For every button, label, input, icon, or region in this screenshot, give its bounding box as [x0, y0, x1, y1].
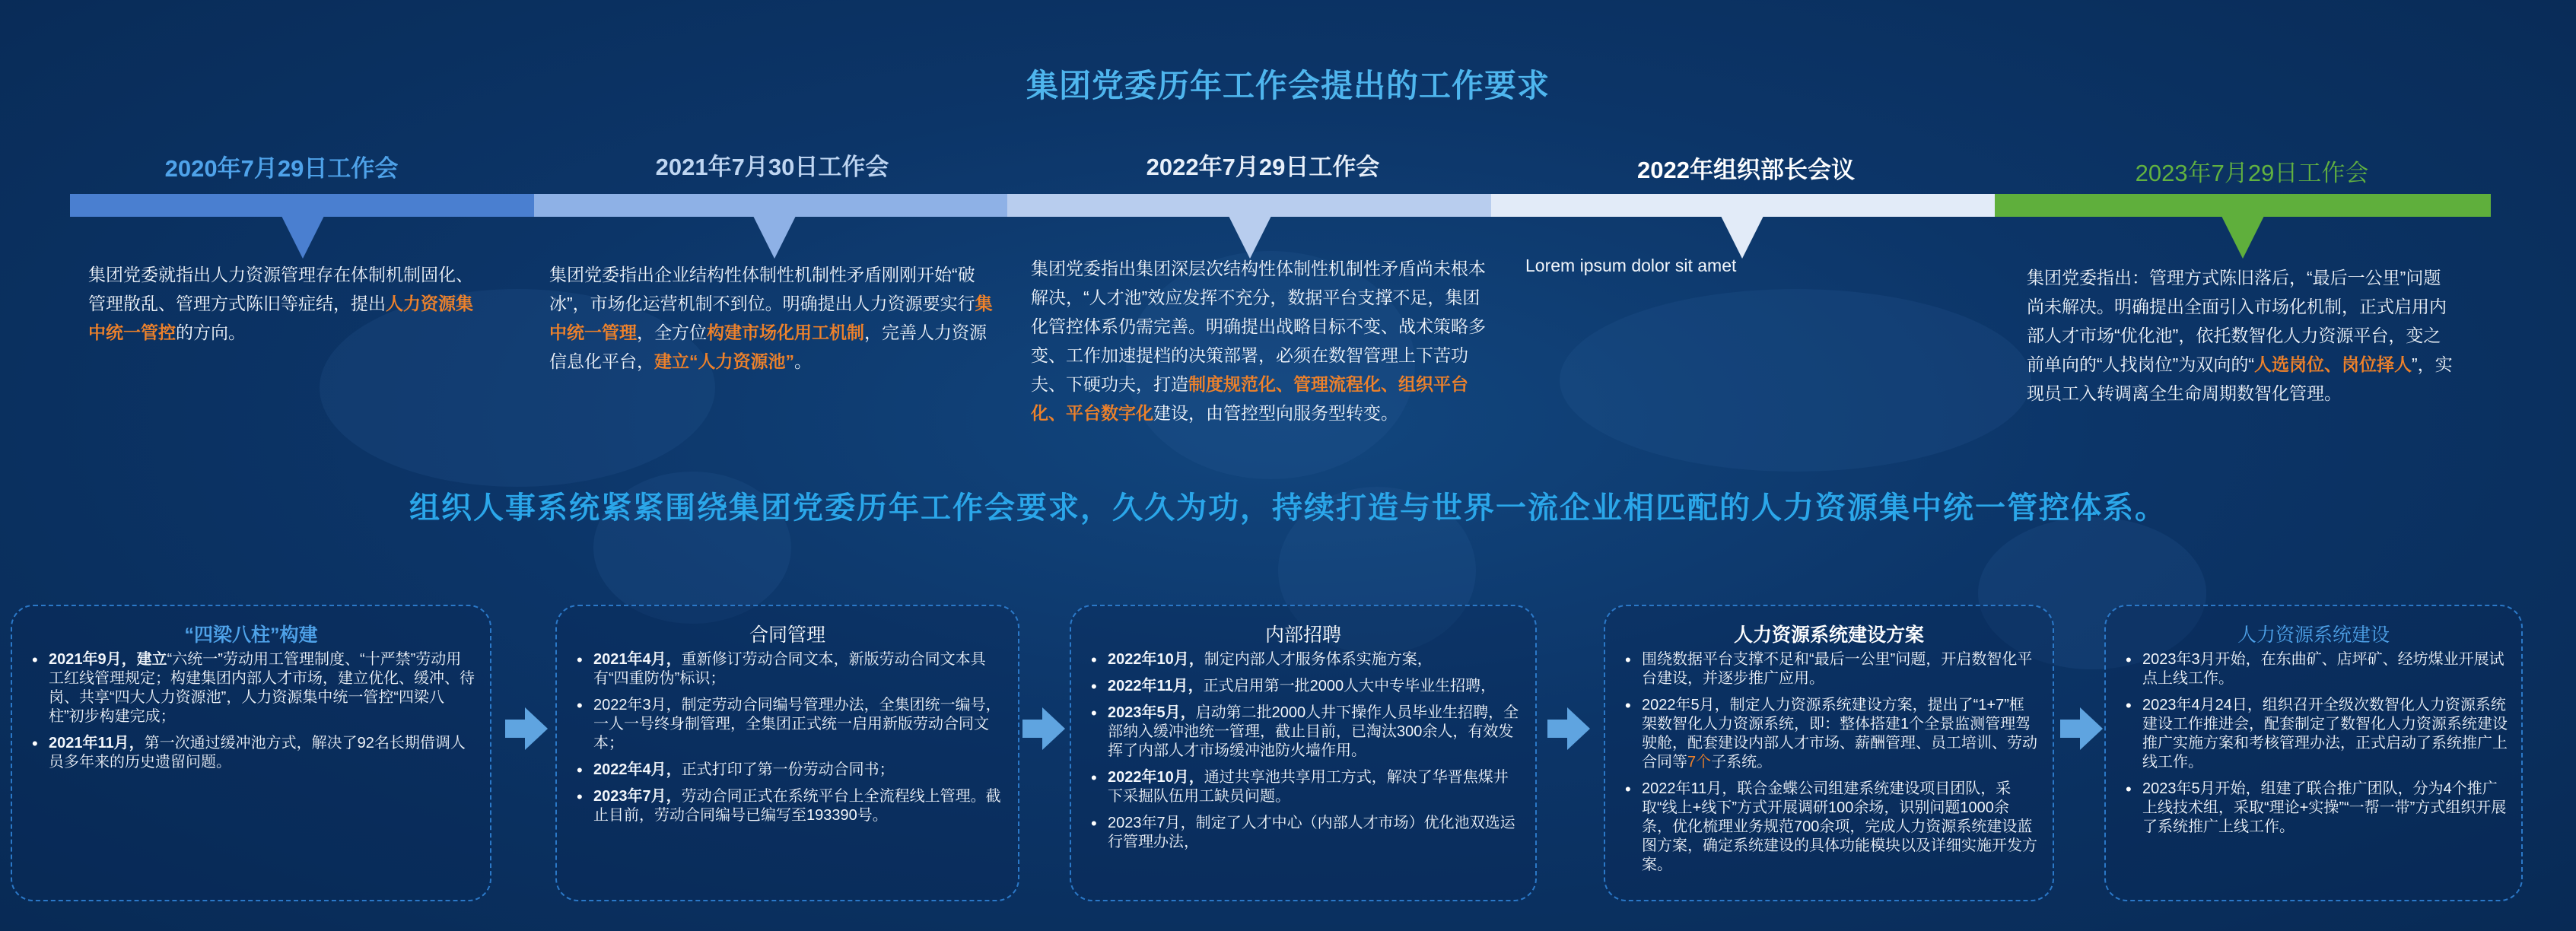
list-item-text: 2023年4月24日，组织召开全级次数智化人力资源系统建设工作推进会，配套制定了数智化人力资源系统建设推广实施方案和考核管理办法，正式启动了系统推广上线工作。 [2142, 697, 2508, 771]
milestone-text-2022-meeting [1525, 251, 1906, 280]
milestone-text-part: ，全方位 [637, 323, 707, 342]
list-item-text: 2022年3月，制定劳动合同编号管理办法，全集团统一编号，一人一号终身制管理，全集团正式统一启用新版劳动合同文本； [593, 697, 1001, 751]
list-item-text: 2022年5月，制定人力资源系统建设方案，提出了“1+7”框架数智化人力资源系统，即：整体搭建1个全景监测管理驾驶舱，配套建设内部人才市场、薪酬管理、员工培训、劳动合同等 [1642, 697, 2037, 771]
box-list [1624, 650, 2039, 882]
box-title: 人力资源系统建设方案 [1733, 624, 1924, 646]
highlight-text: 制度规范化、管理流程化、组织平台化、平台数字化 [1031, 374, 1468, 423]
list-item-text: 2022年10月， [1108, 769, 1204, 786]
list-item [1108, 814, 1522, 852]
list-item-text: 2023年7月， [593, 788, 682, 805]
timeline-pointer-2 [753, 216, 796, 259]
highlight-text: 集中统一管理 [549, 294, 993, 342]
list-item [1108, 768, 1522, 806]
box-hr-system-build [2104, 605, 2523, 901]
list-item-text: 2021年11月， [49, 735, 145, 751]
milestone-title-2020: 2020年7月29日工作会 [164, 155, 399, 182]
milestone-text-2020 [88, 260, 484, 347]
list-item [49, 734, 476, 772]
box-title: 人力资源系统建设 [2237, 624, 2390, 646]
list-item [1108, 650, 1522, 669]
highlight-text: 人力资源集中统一管控 [88, 294, 473, 342]
list-item-text: 第一次通过缓冲池方式，解决了92名长期借调人员多年来的历史遗留问题。 [49, 735, 466, 771]
milestone-title-2022-meeting: 2022年组织部长会议 [1637, 157, 1855, 183]
world-map-decoration [1560, 289, 2031, 472]
milestone-text-part: Lorem ipsum dolor sit amet [1525, 256, 1737, 275]
list-item [593, 696, 1004, 753]
box-hr-system-plan [1604, 605, 2054, 901]
list-item [593, 787, 1004, 825]
list-item-text: 2023年3月开始，在东曲矿、店坪矿、经坊煤业开展试点上线工作。 [2142, 651, 2504, 687]
list-item-text: 2021年9月，建立 [49, 651, 167, 668]
milestone-title-2023: 2023年7月29日工作会 [2135, 160, 2369, 186]
milestone-text-part: 。 [794, 351, 812, 371]
timeline-pointer-1 [281, 216, 324, 259]
list-item-text: 通过共享池共享用工方式，解决了华晋焦煤井下采掘队伍用工缺员问题。 [1108, 769, 1509, 805]
box-title: 内部招聘 [1264, 624, 1341, 646]
list-item-text: 7个 [1687, 754, 1712, 771]
slogan: 组织人事系统紧紧围绕集团党委历年工作会要求，久久为功，持续打造与世界一流企业相匹配的人力资源集中统一管控体系。 [409, 491, 2167, 525]
list-item-text: 重新修订劳动合同文本，新版劳动合同文本具有“四重防伪”标识； [593, 651, 986, 687]
list-item [1642, 780, 2039, 875]
milestone-text-2021 [549, 260, 994, 376]
milestone-text-part: ，完善人力资源信息化平台， [549, 323, 987, 371]
list-item-text: 正式打印了第一份劳动合同书； [681, 761, 895, 778]
box-list [575, 650, 1004, 833]
list-item [593, 650, 1004, 688]
timeline-segment-5 [1995, 194, 2491, 217]
box-list [1089, 650, 1522, 860]
list-item [2142, 780, 2508, 837]
milestone-text-part: 的方向。 [176, 323, 246, 342]
timeline-segment-1 [70, 194, 534, 217]
box-title: “四梁八柱”构建 [184, 624, 318, 646]
milestone-text-part: 集团党委指出企业结构性体制性机制性矛盾刚刚开始“破冰”，市场化运营机制不到位。明确提出人力资源要实行 [549, 265, 975, 313]
milestone-text-part: 建设，由管控型向服务型转变。 [1153, 403, 1398, 423]
list-item-text: 2022年10月， [1108, 651, 1204, 668]
milestone-text-2023 [2027, 263, 2453, 408]
list-item-text: 2023年5月开始，组建了联合推广团队，分为4个推广上线技术组，采取“理论+实操”“一帮一带”方式组织开展了系统推广上线工作。 [2142, 780, 2507, 835]
list-item-text: 2023年7月，制定了人才中心（内部人才市场）优化池双选运行管理办法， [1108, 815, 1515, 850]
list-item [2142, 650, 2508, 688]
list-item-text: 围绕数据平台支撑不足和“最后一公里”问题，开启数智化平台建设，并逐步推广应用。 [1642, 651, 2033, 687]
timeline-segment-3 [1007, 194, 1491, 217]
list-item-text: 启动第二批2000人井下操作人员毕业生招聘，全部纳入缓冲池统一管理，截止目前，已淘汰300余人，有效发挥了内部人才市场缓冲池防火墙作用。 [1108, 704, 1519, 759]
box-list [2124, 650, 2508, 844]
milestone-text-part: ”，实现员工入转调离全生命周期数智化管理。 [2027, 354, 2453, 403]
box-four-pillars [11, 605, 491, 901]
highlight-text: 人选岗位、岗位择人 [2253, 354, 2412, 374]
list-item [49, 650, 476, 726]
milestone-title-2022: 2022年7月29日工作会 [1146, 154, 1380, 180]
list-item-text: 2022年11月， [1108, 678, 1204, 694]
list-item-text: 子系统。 [1711, 754, 1773, 771]
list-item [1108, 704, 1522, 761]
list-item-text: 正式启用第一批2000人大中专毕业生招聘， [1203, 678, 1496, 694]
list-item [1108, 677, 1522, 696]
milestone-text-part: 集团党委指出集团深层次结构性体制性机制性矛盾尚未根本解决，“人才池”效应发挥不充分，数据平台支撑不足，集团化管控体系仍需完善。明确提出战略目标不变、战术策略多变、工作加速提档的决策部署，必须在数智管理上下苦功夫、下硬功夫，打造 [1031, 259, 1486, 394]
list-item [593, 761, 1004, 780]
box-title: 合同管理 [749, 624, 825, 646]
milestone-text-2022 [1031, 254, 1491, 427]
box-contract-management [555, 605, 1019, 901]
highlight-text: 构建市场化用工机制 [707, 323, 864, 342]
timeline-pointer-5 [2221, 216, 2264, 259]
timeline-segment-2 [534, 194, 1007, 217]
list-item [1642, 650, 2039, 688]
list-item-text: 2023年5月， [1108, 704, 1196, 721]
list-item-text: 劳动合同正式在系统平台上全流程线上管理。截止目前，劳动合同编号已编写至193390号。 [593, 788, 1001, 824]
milestone-text-part: 集团党委就指出人力资源管理存在体制机制固化、管理散乱、管理方式陈旧等症结，提出 [88, 265, 473, 313]
list-item [1642, 696, 2039, 772]
list-item-text: 2022年11月，联合金蝶公司组建系统建设项目团队，采取“线上+线下”方式开展调研100余场，识别问题1000余条，优化梳理业务规范700余项，完成人力资源系统建设蓝图方案，确定系统建设的具体功能模块以及详细实施开发方案。 [1642, 780, 2037, 873]
list-item-text: 制定内部人才服务体系实施方案， [1204, 651, 1433, 668]
list-item-text: 2021年4月， [593, 651, 682, 668]
highlight-text: 建立“人力资源池” [654, 351, 794, 371]
list-item-text: “六统一”劳动用工管理制度、“十严禁”劳动用工红线管理规定；构建集团内部人才市场，建立优化、缓冲、待岗、共享“四大人力资源池”，人力资源集中统一管控“四梁八柱”初步构建完成； [49, 651, 475, 725]
box-internal-recruitment [1070, 605, 1537, 901]
box-list [30, 650, 476, 780]
list-item [2142, 696, 2508, 772]
milestone-title-2021: 2021年7月30日工作会 [655, 154, 889, 180]
page-title: 集团党委历年工作会提出的工作要求 [1026, 68, 1550, 103]
timeline-pointer-3 [1229, 216, 1271, 259]
list-item-text: 2022年4月， [593, 761, 682, 778]
milestone-text-part: 集团党委指出：管理方式陈旧落后，“最后一公里”问题尚未解决。明确提出全面引入市场化机制，正式启用内部人才市场“优化池”，依托数智化人力资源平台，变之前单向的“人找岗位”为双向的“ [2027, 268, 2447, 374]
timeline-segment-4 [1491, 194, 1995, 217]
